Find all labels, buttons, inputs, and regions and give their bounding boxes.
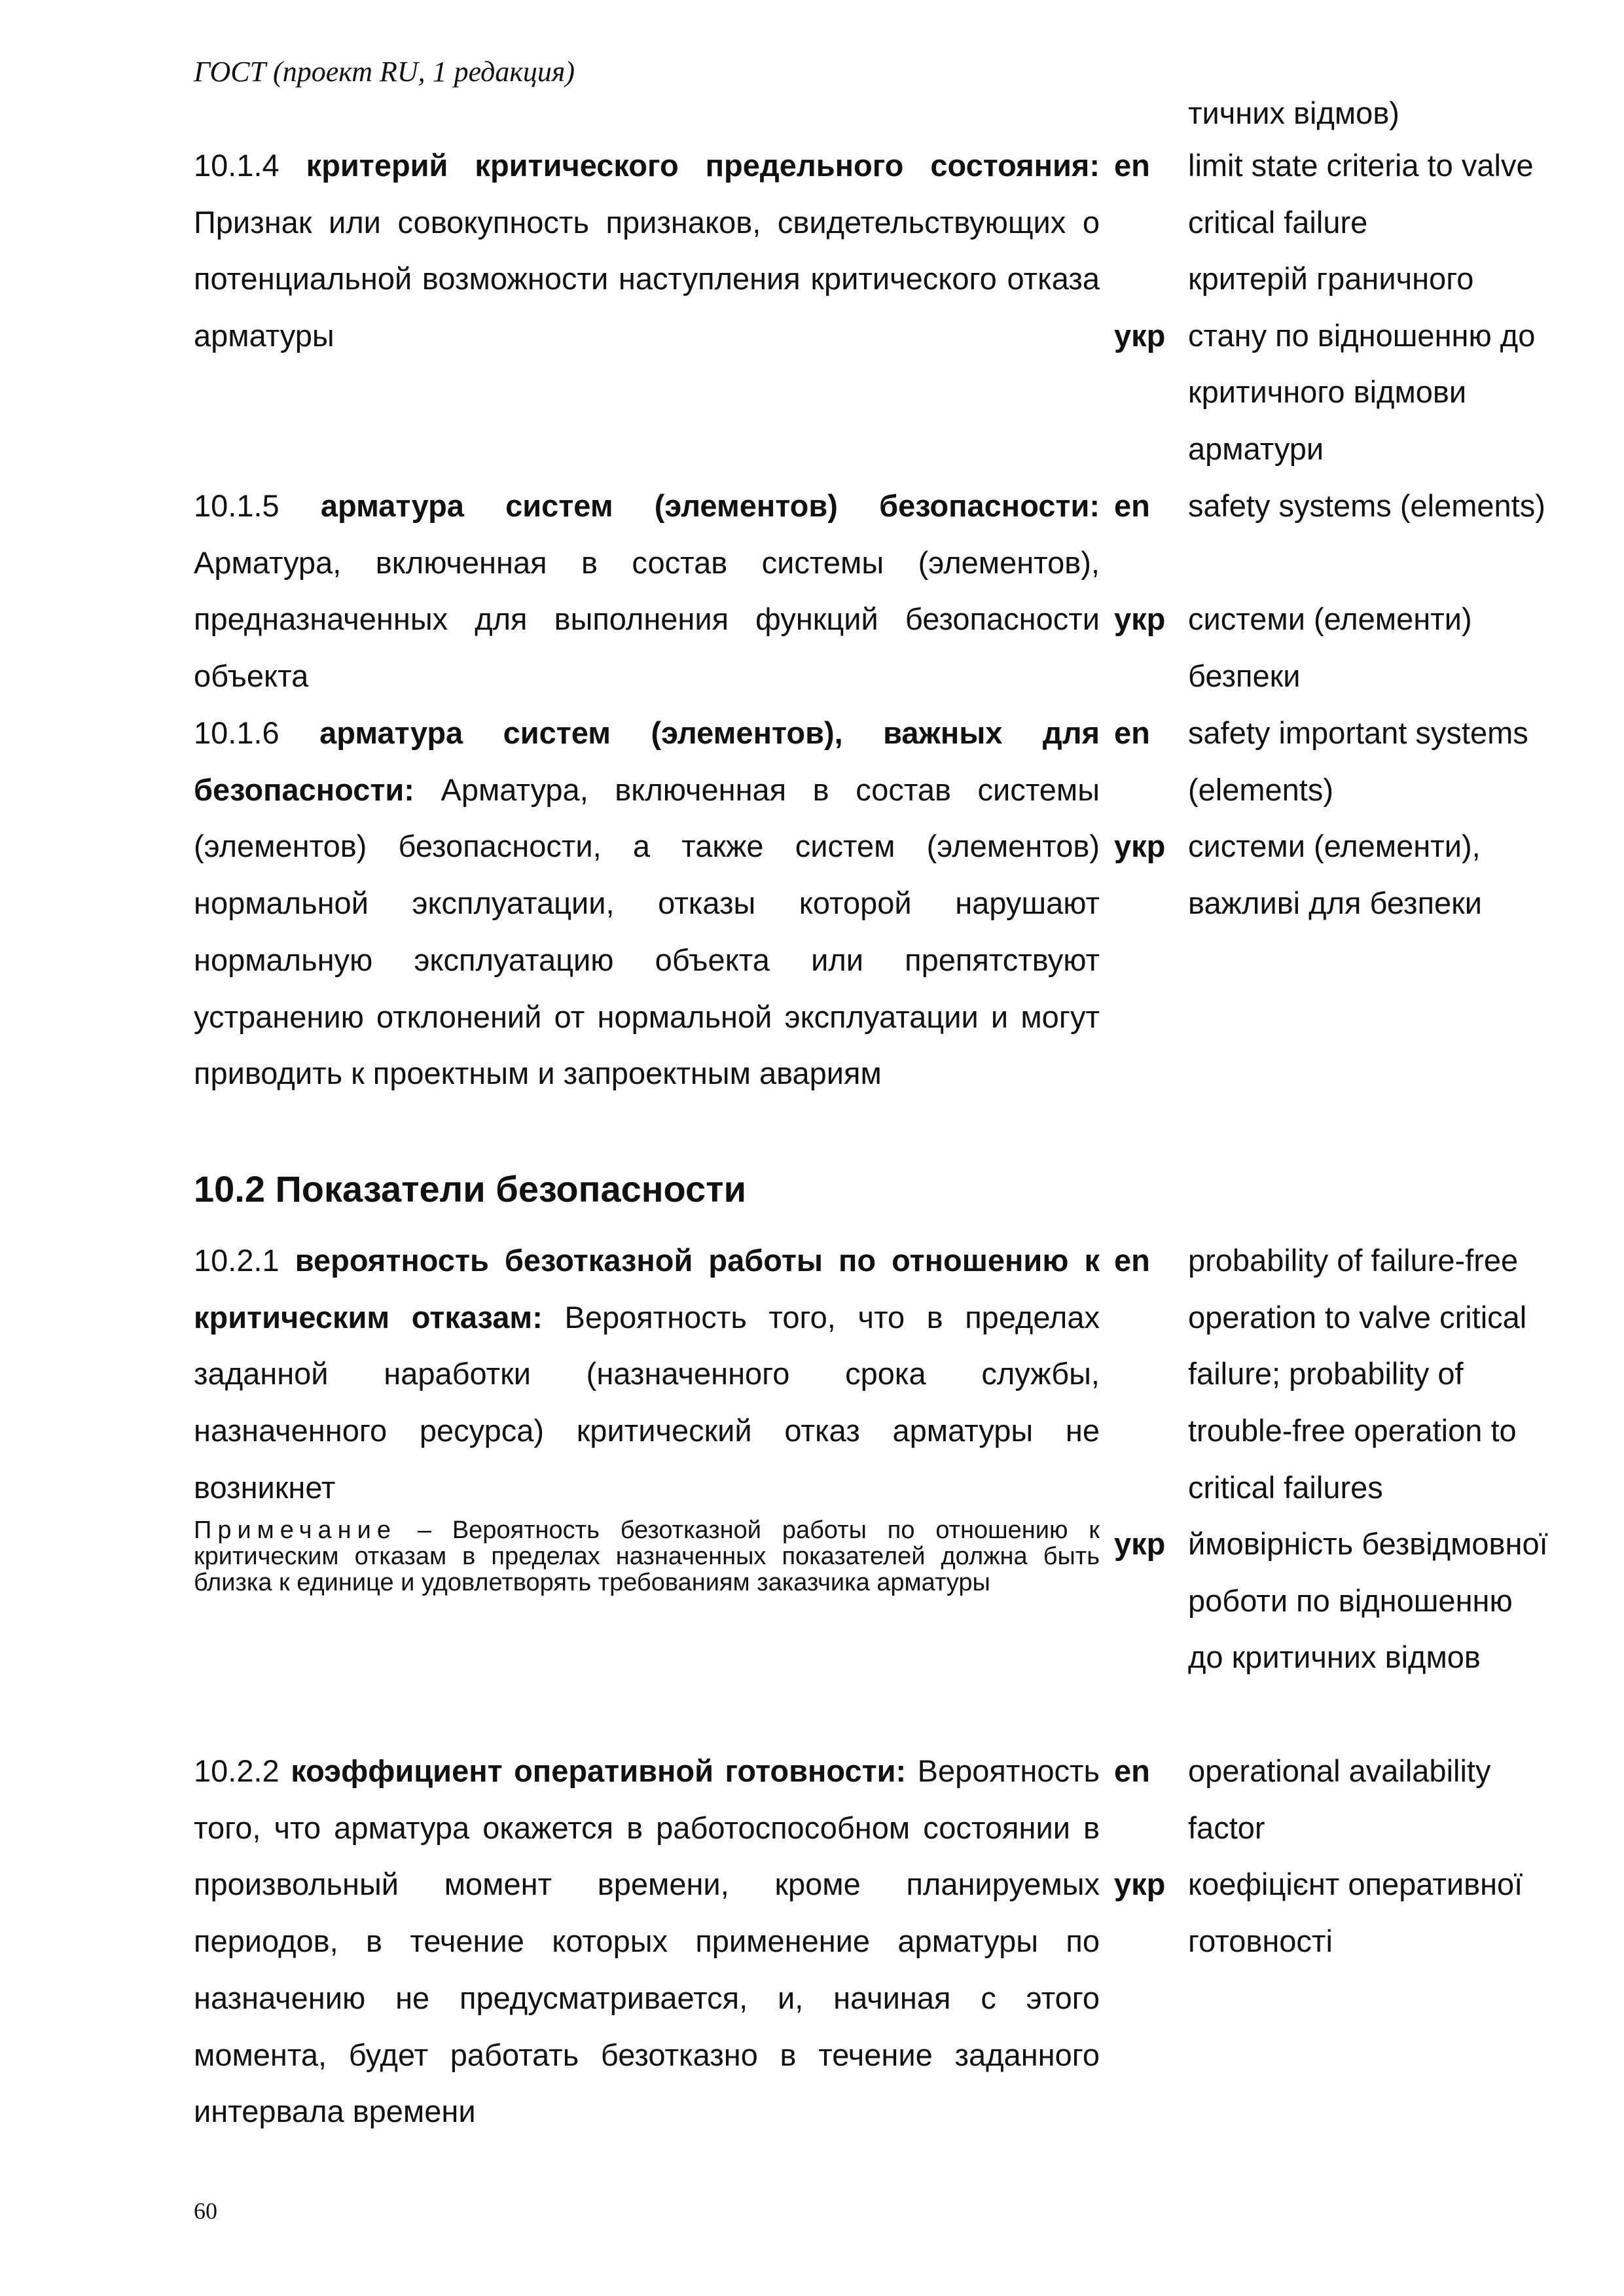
term-10-2-1-text <box>194 1232 1100 1516</box>
term-definition: Вероятность того, что в пределах заданной наработки (назначенного срока службы, назначенного ресурса) критический отказ арматуры не возникнет <box>194 1299 1100 1505</box>
note-text: – Вероятность безотказной работы по отношению к критическим отказам в пределах назначенных показателей должна быть близка к единице и удовлетворять требованиям заказчика арматуры <box>194 1516 1100 1596</box>
lang-label-en: en <box>1114 715 1150 750</box>
ukrainian-equivalent: системи (елементи) безпеки <box>1188 601 1472 693</box>
term-title: критерий критического предельного состояния: <box>306 148 1100 183</box>
term-note <box>194 1517 1100 1596</box>
lang-label-en: en <box>1114 1753 1150 1788</box>
lang-label-uk: укр <box>1114 601 1166 636</box>
term-title: арматура систем (элементов) безопасности: <box>320 488 1100 523</box>
ukrainian-equivalent: коефіцієнт оперативної готовності <box>1188 1867 1523 1958</box>
continuation-text: тичних відмов) <box>1188 96 1399 130</box>
ukrainian-equivalent: критерій граничного стану по відношенню до критичного відмови арматури <box>1188 261 1536 467</box>
lang-label-uk: укр <box>1114 318 1166 353</box>
english-equivalent: safety important systems (elements) <box>1188 715 1528 807</box>
english-equivalent: probability of failure-free operation to valve critical failure; probability of trouble-free operation to critical failures <box>1188 1243 1527 1505</box>
term-number: 10.2.1 <box>194 1243 280 1278</box>
term-title: коэффициент оперативной готовности: <box>291 1753 907 1788</box>
term-title: арматура систем (элементов), важных для безопасности: <box>194 715 1100 807</box>
term-definition: Вероятность того, что арматура окажется в работоспособном состоянии в произвольный момент времени, кроме планируемых периодов, в течение которых применение арматуры по назначению не предусматривается, и, начиная с этого момента, будет работать безотказно в течение заданного интервала времени <box>194 1753 1100 2129</box>
term-number: 10.2.2 <box>194 1753 280 1788</box>
term-number: 10.1.5 <box>194 488 280 523</box>
section-title: 10.2 Показатели безопасности <box>194 1168 747 1210</box>
page-number: 60 <box>194 2198 217 2224</box>
english-equivalent: limit state criteria to valve critical failure <box>1188 148 1534 240</box>
term-number: 10.1.4 <box>194 148 280 183</box>
term-10-1-5-text <box>194 478 1100 705</box>
note-label: Примечание <box>194 1516 397 1544</box>
term-10-1-4-text <box>194 137 1100 365</box>
term-10-2-2-text <box>194 1743 1100 2140</box>
term-definition: Арматура, включенная в состав системы (элементов) безопасности, а также систем (элементов) нормальной эксплуатации, отказы которой нарушают нормальную эксплуатацию объекта или препятствуют устранению отклонений от нормальной эксплуатации и могут приводить к проектным и запроектным авариям <box>194 772 1100 1091</box>
ukrainian-equivalent: системи (елементи), важливі для безпеки <box>1188 829 1482 920</box>
term-definition: Арматура, включенная в состав системы (элементов), предназначенных для выполнения функций безопасности объекта <box>194 545 1100 694</box>
lang-label-en: en <box>1114 148 1150 183</box>
lang-label-uk: укр <box>1114 829 1166 863</box>
lang-label-uk: укр <box>1114 1526 1166 1561</box>
term-number: 10.1.6 <box>194 715 280 750</box>
term-definition: Признак или совокупность признаков, свидетельствующих о потенциальной возможности наступления критического отказа арматуры <box>194 204 1100 353</box>
term-10-1-6-text <box>194 705 1100 1102</box>
english-equivalent: operational availability factor <box>1188 1753 1491 1845</box>
ukrainian-equivalent: ймовірність безвідмовної роботи по відношенню до критичних відмов <box>1188 1526 1548 1675</box>
lang-label-en: en <box>1114 488 1150 523</box>
page-header: ГОСТ (проект RU, 1 редакция) <box>194 56 575 88</box>
term-title: вероятность безотказной работы по отношению к критическим отказам: <box>194 1243 1100 1335</box>
lang-label-uk: укр <box>1114 1867 1166 1901</box>
lang-label-en: en <box>1114 1243 1150 1278</box>
english-equivalent: safety systems (elements) <box>1188 488 1545 523</box>
